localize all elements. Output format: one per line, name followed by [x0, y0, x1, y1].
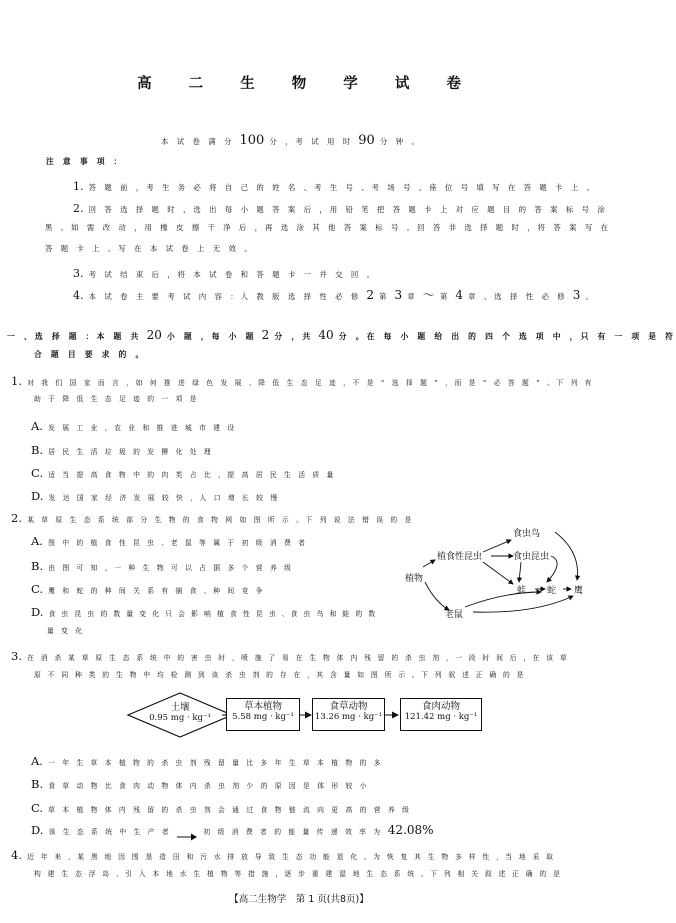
- node-plant: 植物: [405, 574, 424, 584]
- note-3: [73, 262, 377, 281]
- option-a[interactable]: [31, 750, 383, 769]
- section-heading: [7, 324, 676, 343]
- section-text: 一 、选 择 题 ：本 题 共: [7, 332, 142, 341]
- note-2-line-3: 答 题 卡 上 。写 在 本 试 卷 上 无 效 。: [45, 244, 255, 253]
- option-text: 初 级 消 费 者 的 能 量 传 递 效 率 为: [203, 828, 383, 836]
- chain-node-herbivore: [312, 698, 385, 731]
- question-number: 1.: [11, 374, 22, 388]
- intro-text-3: 分 钟 。: [379, 137, 422, 146]
- option-label: A.: [31, 534, 43, 548]
- option-text: 食 虫 昆 虫 的 数 量 变 化 只 会 影 响 植 食 性 昆 虫 、食 虫 鸟 和 蛙 的 数: [48, 610, 378, 618]
- note-2: [73, 197, 608, 216]
- question-text: 对 我 们 国 家 而 言 ，如 何 推 进 绿 色 发 展 、降 低 生 态 足 迹 ，不 是 “ 选 择 题 ” ，而 是 “ 必 答 题 ” 。下 列 有: [27, 379, 595, 387]
- option-b[interactable]: [31, 439, 213, 458]
- points-total: 40: [318, 328, 334, 342]
- section-text: 小 题 ，每 小 题: [166, 332, 257, 341]
- question-1-stem: [11, 370, 594, 389]
- option-text: 发 展 工 业 ，农 业 和 推 进 城 市 建 设: [48, 424, 237, 432]
- node-name: 土壤: [170, 702, 190, 713]
- option-text: 由 图 可 知 ，一 种 生 物 可 以 占 据 多 个 营 养 级: [48, 564, 294, 572]
- page-title: 高 二 生 物 学 试 卷: [137, 76, 477, 92]
- option-label: D.: [31, 823, 44, 837]
- option-label: D.: [31, 489, 44, 503]
- option-label: C.: [31, 801, 44, 815]
- note-text: 答 题 前 ，考 生 务 必 将 自 己 的 姓 名 、考 生 号 、考 场 号 、座 位 号 填 写 在 答 题 卡 上 。: [88, 183, 598, 192]
- question-text: 某 草 原 生 态 系 统 部 分 生 物 的 食 物 网 如 图 所 示 。下 列 说 法 错 误 的 是: [27, 516, 414, 524]
- question-3-stem-line-2: 原 不 同 种 类 的 生 物 中 均 检 测 到 该 杀 虫 剂 的 存 在 ，其 含 量 如 图 所 示 。下 列 叙 述 正 确 的 是: [34, 671, 526, 679]
- option-text: 一 年 生 草 本 植 物 的 杀 虫 剂 残 留 量 比 多 年 生 草 本 植 物 的 多: [48, 759, 384, 767]
- option-label: A.: [31, 754, 43, 768]
- tilde: ～: [422, 288, 435, 302]
- note-text: 考 试 结 束 后 ，将 本 试 卷 和 答 题 卡 一 并 交 回 。: [88, 270, 377, 279]
- note-number: 1.: [73, 180, 84, 193]
- note-1: [73, 175, 597, 194]
- option-text: 食 草 动 物 比 食 肉 动 物 体 内 杀 虫 剂 少 的 原 因 是 体 形 较 小: [48, 782, 370, 790]
- chain-node-herbaceous-plant: [226, 698, 300, 731]
- exam-time: 90: [358, 133, 375, 148]
- option-label: B.: [31, 559, 44, 573]
- option-c[interactable]: [31, 462, 336, 481]
- question-count: 20: [146, 328, 162, 342]
- option-label: B.: [31, 443, 44, 457]
- notes-heading: 注 意 事 项 ：: [46, 157, 125, 166]
- note-value: 4: [455, 288, 464, 302]
- option-text: 图 中 的 植 食 性 昆 虫 、老 鼠 等 属 于 初 级 消 费 者: [48, 539, 308, 547]
- points-each: 2: [261, 328, 270, 342]
- option-text: 适 当 提 高 食 物 中 的 肉 类 占 比 ，提 高 居 民 生 活 质 量: [48, 471, 336, 479]
- option-label: C.: [31, 582, 44, 596]
- option-c[interactable]: [31, 797, 411, 816]
- pesticide-chain-diagram: [125, 690, 495, 740]
- option-d[interactable]: [31, 601, 377, 620]
- option-text: 草 本 植 物 体 内 残 留 的 杀 虫 剂 会 通 过 食 物 链 流 向 更 高 的 营 养 级: [48, 806, 412, 814]
- option-text: 居 民 生 活 垃 圾 的 发 酵 化 处 理: [48, 448, 214, 456]
- node-value: 13.26 mg · kg⁻¹: [314, 712, 383, 722]
- note-4: [73, 284, 596, 303]
- intro-text-2: 分 ，考 试 用 时: [269, 137, 354, 146]
- node-insectivorous-bird: 食虫鸟: [513, 529, 541, 539]
- note-value: 3: [394, 288, 403, 302]
- note-value: 3: [572, 288, 581, 302]
- node-name: 食草动物: [329, 701, 368, 712]
- option-label: B.: [31, 777, 44, 791]
- option-text: 鹰 和 蛇 的 种 间 关 系 有 捕 食 、种 间 竞 争: [48, 587, 266, 595]
- exam-intro: [161, 129, 422, 148]
- option-text: 该 生 态 系 统 中 生 产 者: [48, 828, 172, 836]
- section-text: 分 ，共: [274, 332, 314, 341]
- question-text: 近 年 来 ，某 黑 地 因 围 垦 造 田 和 污 水 排 放 导 致 生 态 功 能 退 化 。为 恢 复 其 生 物 多 样 性 ，当 地 采 取: [27, 853, 556, 861]
- question-3-stem: [11, 645, 569, 664]
- question-4-stem-line-2: 构 建 生 态 浮 岛 、引 入 本 地 水 生 植 物 等 措 施 ，逐 步 重 建 湿 地 生 态 系 统 。下 列 相 关 叙 述 正 确 的 是: [34, 870, 563, 878]
- option-b[interactable]: [31, 773, 369, 792]
- option-label: D.: [31, 605, 44, 619]
- chain-node-carnivore: [400, 698, 482, 731]
- option-d[interactable]: [31, 485, 280, 504]
- option-label: A.: [31, 419, 43, 433]
- node-value: 5.58 mg · kg⁻¹: [232, 712, 294, 722]
- option-a[interactable]: [31, 415, 237, 434]
- note-value: 2: [366, 288, 374, 302]
- note-number: 3.: [73, 267, 84, 280]
- option-c[interactable]: [31, 578, 265, 597]
- option-a[interactable]: [31, 530, 308, 549]
- question-4-stem: [11, 844, 555, 863]
- note-text: 章: [407, 292, 418, 301]
- node-value: 0.95 mg · kg⁻¹: [149, 713, 211, 723]
- option-text: 发 达 国 家 经 济 发 展 较 快 ，人 口 增 长 较 慢: [48, 494, 280, 502]
- node-snake: 蛇: [547, 586, 557, 596]
- node-frog: 蛙: [517, 586, 527, 596]
- node-insectivorous-insect: 食虫昆虫: [513, 552, 550, 562]
- node-value: 121.42 mg · kg⁻¹: [404, 712, 478, 722]
- intro-text-1: 本 试 卷 满 分: [161, 137, 235, 146]
- note-text: 第: [439, 292, 451, 301]
- efficiency-value: 42.08%: [387, 823, 434, 837]
- section-heading-line-2: 合 题 目 要 求 的 。: [34, 350, 147, 359]
- option-b[interactable]: [31, 555, 294, 574]
- question-number: 2.: [11, 511, 22, 525]
- question-number: 3.: [11, 649, 22, 663]
- full-score: 100: [239, 133, 265, 148]
- option-d-continued: 量 变 化: [47, 627, 85, 635]
- note-number: 2.: [73, 202, 84, 215]
- note-text: 。: [585, 292, 596, 301]
- question-2-stem: [11, 507, 414, 526]
- node-name: 食肉动物: [421, 701, 460, 712]
- note-number: 4.: [73, 289, 84, 302]
- note-text: 章 、选 择 性 必 修: [468, 292, 568, 301]
- note-2-line-2: 黑 。如 需 改 动 ，用 橡 皮 擦 干 净 后 ，再 选 涂 其 他 答 案 标 号 。回 答 非 选 择 题 时 ，将 答 案 写 在: [45, 223, 612, 232]
- arrow-icon: [176, 826, 198, 834]
- question-1-stem-line-2: 助 于 降 低 生 态 足 迹 的 一 项 是: [34, 395, 200, 403]
- chain-node-soil: [143, 702, 217, 724]
- note-text: 本 试 卷 主 要 考 试 内 容 ：人 教 版 选 择 性 必 修: [88, 292, 362, 301]
- node-eagle: 鹰: [574, 586, 584, 596]
- section-text: 分 。在 每 小 题 给 出 的 四 个 选 项 中 ，只 有 一 项 是 符: [338, 332, 676, 341]
- food-web-arrows: [405, 522, 590, 622]
- node-name: 草本植物: [243, 701, 282, 712]
- note-text: 第: [379, 292, 390, 301]
- note-text: 回 答 选 择 题 时 ，选 出 每 小 题 答 案 后 ，用 铅 笔 把 答 题 卡 上 对 应 题 目 的 答 案 标 号 涂: [88, 205, 608, 214]
- food-web-diagram: [405, 522, 590, 622]
- node-herbivorous-insect: 植食性昆虫: [437, 552, 483, 562]
- node-mouse: 老鼠: [445, 610, 464, 620]
- option-d[interactable]: [31, 819, 434, 838]
- page-footer: 【高二生物学 第 1 页(共8页)】: [229, 894, 369, 905]
- question-number: 4.: [11, 848, 22, 862]
- option-label: C.: [31, 466, 44, 480]
- question-text: 在 消 杀 某 草 原 生 态 系 统 中 的 害 虫 时 ，喷 施 了 易 在 生 物 体 内 残 留 的 杀 虫 剂 ，一 段 时 间 后 ，在 该 草: [27, 654, 569, 662]
